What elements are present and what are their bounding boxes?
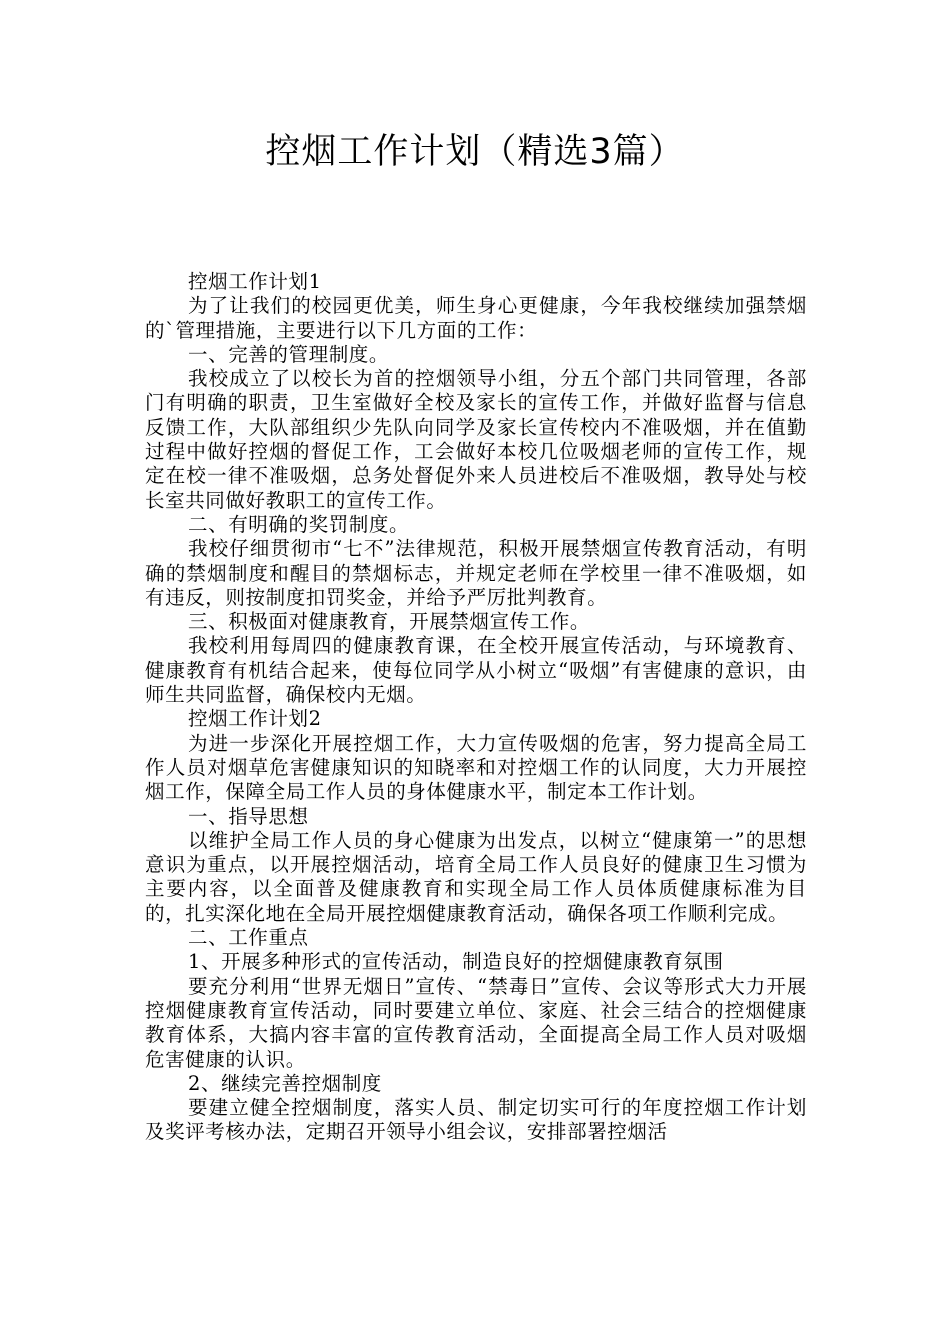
subheading-work-focus: 二、工作重点 — [188, 926, 309, 950]
paragraph-health-education: 我校利用每周四的健康教育课，在全校开展宣传活动，与环境教育、健康教育有机结合起来，使每位同学从小树立“吸烟”有害健康的意识，由师生共同监督，确保校内无烟。 — [145, 634, 807, 707]
paragraph-improve-system: 要建立健全控烟制度，落实人员、制定切实可行的年度控烟工作计划及奖评考核办法，定期召开领导小组会议，安排部署控烟活 — [145, 1096, 807, 1144]
paragraph-guiding-thought: 以维护全局工作人员的身心健康为出发点，以树立“健康第一”的思想意识为重点，以开展控烟活动，培育全局工作人员良好的健康卫生习惯为主要内容，以全面普及健康教育和实现全局工作人员体质健康标准为目的，扎实深化地在全局开展控烟健康教育活动，确保各项工作顺利完成。 — [145, 828, 807, 925]
subheading-guiding-thought: 一、指导思想 — [188, 804, 309, 828]
subheading-publicity-activities: 1、开展多种形式的宣传活动，制造良好的控烟健康教育氛围 — [188, 950, 724, 974]
section-heading-plan-1: 控烟工作计划1 — [188, 270, 322, 293]
paragraph-reward-penalty: 我校仔细贯彻市“七不”法律规范，积极开展禁烟宣传教育活动，有明确的禁烟制度和醒目的禁烟标志，并规定老师在学校里一律不准吸烟，如有违反，则按制度扣罚奖金，并给予严厉批判教育。 — [145, 537, 807, 609]
document-body — [145, 270, 807, 1145]
section-heading-plan-2: 控烟工作计划2 — [188, 707, 322, 731]
paragraph-publicity-activities: 要充分利用“世界无烟日”宣传、“禁毒日”宣传、会议等形式大力开展控烟健康教育宣传活动，同时要建立单位、家庭、社会三结合的控烟健康教育体系，大搞内容丰富的宣传教育活动，全面提高全局工作人员对吸烟危害健康的认识。 — [145, 974, 807, 1071]
subheading-improve-system: 2、继续完善控烟制度 — [188, 1071, 382, 1095]
paragraph-intro-2: 为进一步深化开展控烟工作，大力宣传吸烟的危害，努力提高全局工作人员对烟草危害健康知识的知晓率和对控烟工作的认同度，大力开展控烟工作，保障全局工作人员的身体健康水平，制定本工作计划。 — [145, 731, 807, 804]
subheading-health-education: 三、积极面对健康教育，开展禁烟宣传工作。 — [188, 610, 591, 634]
subheading-management-system: 一、完善的管理制度。 — [188, 342, 390, 366]
paragraph-intro-1: 为了让我们的校园更优美，师生身心更健康，今年我校继续加强禁烟的`管理措施，主要进行以下几方面的工作： — [145, 294, 807, 342]
subheading-reward-penalty: 二、有明确的奖罚制度。 — [188, 512, 410, 536]
paragraph-management-system: 我校成立了以校长为首的控烟领导小组，分五个部门共同管理，各部门有明确的职责，卫生室做好全校及家长的宣传工作，并做好监督与信息反馈工作，大队部组织少先队向同学及家长宣传校内不准吸烟，并在值勤过程中做好控烟的督促工作，工会做好本校几位吸烟老师的宣传工作，规定在校一律不准吸烟，总务处督促外来人员进校后不准吸烟，教导处与校长室共同做好教职工的宣传工作。 — [145, 367, 807, 512]
document-title: 控烟工作计划（精选3篇） — [265, 132, 685, 172]
